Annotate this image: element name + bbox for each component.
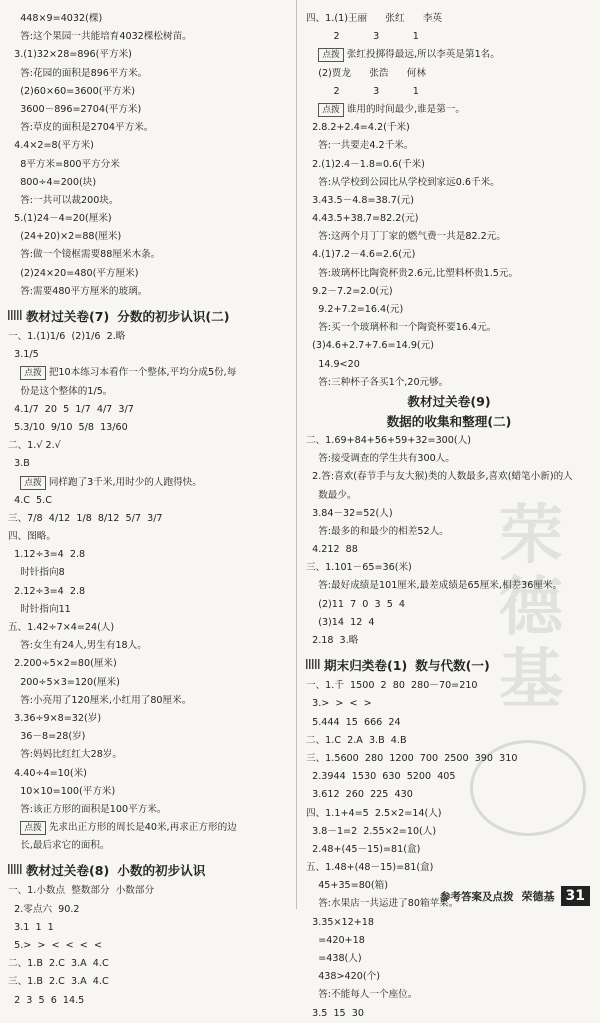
answer-line: 二、1.C 2.A 3.B 4.B [306,734,407,746]
answer-line: 3.(1)32×28=896(平方米) [8,49,132,61]
column-divider [296,0,297,909]
answer-line: 四、图略。 [8,531,56,543]
section-heading [306,652,592,676]
answer-line: (24+20)×2=88(厘米) [8,231,122,243]
answer-line: 一、1.小数点 整数部分 小数部分 [8,885,155,897]
answer-line: 2.(1)2.4－1.8=0.6(千米) [306,158,425,170]
hint-line [8,474,290,492]
answer-line: 时针指向11 [8,603,71,615]
answer-line: 10×10=100(平方米) [8,785,116,797]
answer-line: 3.5 15 30 [306,1007,364,1019]
answer-line: 5.(1)24－4=20(厘米) [8,213,112,225]
answer-line: 3.36÷9×8=32(岁) [8,712,102,724]
answer-line: 答:花园的面积是896平方米。 [8,67,148,79]
answer-line: 3.1 1 1 [8,921,54,933]
answer-line: 4.4×2=8(平方米) [8,140,94,152]
answer-line: 答:接受调查的学生共有300人。 [306,453,455,465]
answer-line: 3.612 260 225 430 [306,789,413,801]
answer-line: 2.200÷5×2=80(厘米) [8,658,117,670]
answer-line: =420+18 [306,934,365,946]
answer-line: 五、1.48+(48－15)=81(盒) [306,862,434,874]
hint-tag: 点拨 [20,366,46,380]
hint-tag: 点拨 [20,476,46,490]
answer-line: 答:买一个玻璃杯和一个陶瓷杯要16.4元。 [306,322,497,334]
answer-line: 答:一共可以裁200块。 [8,194,119,206]
answer-line: 答:从学校到公园比从学校到家远0.6千米。 [306,176,500,188]
answer-line: 答:一共要走4.2千米。 [306,140,414,152]
answer-line: 2.8.2+2.4=4.2(千米) [306,122,410,134]
answer-line: 四、1.(1)王丽 张红 李英 [306,13,443,24]
answer-line: 一、1.千 1500 2 80 280－70=210 [306,680,478,692]
answer-line: 三、1.5600 280 1200 700 2500 390 310 [306,752,518,764]
section-title: 数据的收集和整理(二) [386,413,512,429]
answer-line: 答:草皮的面积是2704平方米。 [8,122,154,134]
answer-line: 答:妈妈比红红大28岁。 [8,749,122,761]
answer-line: 答:小亮用了120厘米,小红用了80厘米。 [8,694,192,706]
answer-line: 答:不能每人一个座位。 [306,989,418,1001]
answer-line: 9.2+7.2=16.4(元) [306,304,404,315]
answer-line: 4.212 88 [306,544,358,556]
answer-line: 答:需要480平方厘米的玻璃。 [8,285,148,297]
answer-line: 14.9<20 [306,358,360,370]
hint-line [8,364,290,382]
answer-line: 2 3 5 6 14.5 [8,994,85,1006]
section-series: 教材过关卷(8) [26,862,110,878]
answer-line: 4.43.5+38.7=82.2(元) [306,213,419,225]
answer-line: 答:女生有24人,男生有18人。 [8,640,147,652]
answer-line: 1.12÷3=4 2.8 [8,549,86,561]
answer-line: 答:三种杯子各买1个,20元够。 [306,376,449,388]
answer-line: 三、7/8 4/12 1/8 8/12 5/7 3/7 [8,512,163,524]
section-title: 分数的初步认识(二) [117,308,230,324]
answer-line: 4.1/7 20 5 1/7 4/7 3/7 [8,403,134,415]
answer-line: (3)14 12 4 [306,616,375,628]
answer-line: 200÷5×3=120(厘米) [8,676,120,688]
heading-stripes-icon [306,659,320,669]
answer-line: 36－8=28(岁) [8,731,86,743]
answer-line: 2.3944 1530 630 5200 405 [306,771,456,783]
answer-line: (3)4.6+2.7+7.6=14.9(元) [306,340,435,352]
section-title: 小数的初步认识 [117,862,206,878]
answer-line: 448×9=4032(棵) [8,13,103,24]
answer-line: 438>420(个) [306,971,380,983]
answer-line: 3600－896=2704(平方米) [8,103,142,115]
hint-text: 谁用的时间最少,谁是第一。 [346,103,465,115]
hint-line [8,819,290,837]
answer-line: 3.> > < > [306,698,372,710]
answer-line: 4.C 5.C [8,494,52,506]
answer-line: 9.2－7.2=2.0(元) [306,285,393,297]
hint-tag: 点拨 [318,48,344,62]
answer-line: 五、1.42÷7×4=24(人) [8,622,115,633]
answer-line: 答:最多的和最少的相差52人。 [306,525,449,537]
answer-line: 答:水果店一共运进了80箱苹果。 [306,898,459,910]
heading-stripes-icon [8,310,22,320]
answer-line: 8平方米=800平方分米 [8,158,120,170]
footer-label: 参考答案及点拨 [440,890,514,903]
answer-line: 800÷4=200(块) [8,176,97,188]
answer-line: 三、1.B 2.C 3.A 4.C [8,976,109,988]
hint-text: 先求出正方形的周长是40米,再求正方形的边 [48,822,237,834]
answer-line: 答:最好成绩是101厘米,最差成绩是65厘米,相差36厘米。 [306,580,563,592]
answer-line: 4.(1)7.2－4.6=2.6(元) [306,249,416,261]
answer-line: 数最少。 [306,489,357,501]
hint-tag: 点拨 [318,103,344,117]
answer-line: 2 3 1 [306,85,419,97]
answer-line: 答:玻璃杯比陶瓷杯贵2.6元,比塑料杯贵1.5元。 [306,267,519,279]
left-column [8,10,290,1010]
answer-line: (2)60×60=3600(平方米) [8,85,135,97]
answer-line: (2)24×20=480(平方厘米) [8,267,139,279]
answer-line: 四、1.1+4=5 2.5×2=14(人) [306,807,442,819]
hint-line [306,46,592,64]
answer-line: 3.43.5－4.8=38.7(元) [306,194,414,206]
section-title: 教材过关卷(9) [407,393,491,409]
section-heading [8,303,290,327]
answer-line: (2)贾龙 张浩 何林 [306,67,426,79]
answer-line: (2)11 7 0 3 5 4 [306,598,406,610]
section-series: 期末归类卷(1) [324,657,408,673]
hint-tag: 点拨 [20,821,46,835]
answer-line: 5.> > < < < < [8,940,102,951]
answer-line: 45+35=80(箱) [306,880,388,892]
answer-line: 时针指向8 [8,567,65,579]
answer-line: 二、1.√ 2.√ [8,440,61,452]
answer-line: 2 3 1 [306,31,419,43]
section-heading [8,857,290,881]
answer-line: 答:该正方形的面积是100平方米。 [8,803,167,815]
answer-line: 2.答:喜欢(春节手与友大猴)类的人数最多,喜欢(蜡笔小新)的人 [306,471,573,483]
answer-line: 二、1.B 2.C 3.A 4.C [8,958,109,970]
answer-line: 长,最后求它的面积。 [8,840,110,852]
answer-line: 3.1/5 [8,349,39,361]
answer-line: 2.18 3.略 [306,635,359,646]
heading-stripes-icon [8,864,22,874]
answer-line: 一、1.(1)1/6 (2)1/6 2.略 [8,331,126,342]
page-footer [318,885,590,907]
answer-line: 5.3/10 9/10 5/8 13/60 [8,421,128,433]
answer-line: 份是这个整体的1/5。 [8,385,113,397]
section-title: 数与代数(一) [415,657,490,673]
answer-line: 5.444 15 666 24 [306,716,401,728]
answer-line: 答:这个果园一共能培育4032棵松树苗。 [8,31,192,43]
footer-brand: 荣德基 [521,890,555,903]
right-column [306,10,592,1023]
answer-line: 3.8－1=2 2.55×2=10(人) [306,825,437,837]
answer-line: =438(人) [306,953,362,964]
answer-line: 三、1.101－65=36(米) [306,562,412,574]
watermark-logo: 荣 德 基 [499,499,563,717]
answer-line: 2.48+(45－15)=81(盒) [306,843,421,855]
answer-line: 3.35×12+18 [306,916,374,928]
answer-line: 2.12÷3=4 2.8 [8,585,86,597]
answer-line: 答:做一个镜框需要88厘米木条。 [8,249,161,261]
hint-text: 同样跑了3千米,用时少的人跑得快。 [48,476,202,488]
answer-line: 答:这两个月丁丁家的燃气费一共是82.2元。 [306,231,506,243]
answer-line: 二、1.69+84+56+59+32=300(人) [306,434,471,446]
answer-line: 3.84－32=52(人) [306,507,393,519]
answer-line: 2.零点六 90.2 [8,903,80,915]
page-number: 31 [561,886,590,906]
hint-text: 把10本练习本看作一个整体,平均分成5份,每 [48,367,237,379]
section-series: 教材过关卷(7) [26,308,110,324]
hint-text: 张红投掷得最远,所以李英是第1名。 [346,49,500,61]
answer-line: 3.B [8,458,30,470]
hint-line [306,101,592,119]
answer-line: 4.40÷4=10(米) [8,767,87,779]
